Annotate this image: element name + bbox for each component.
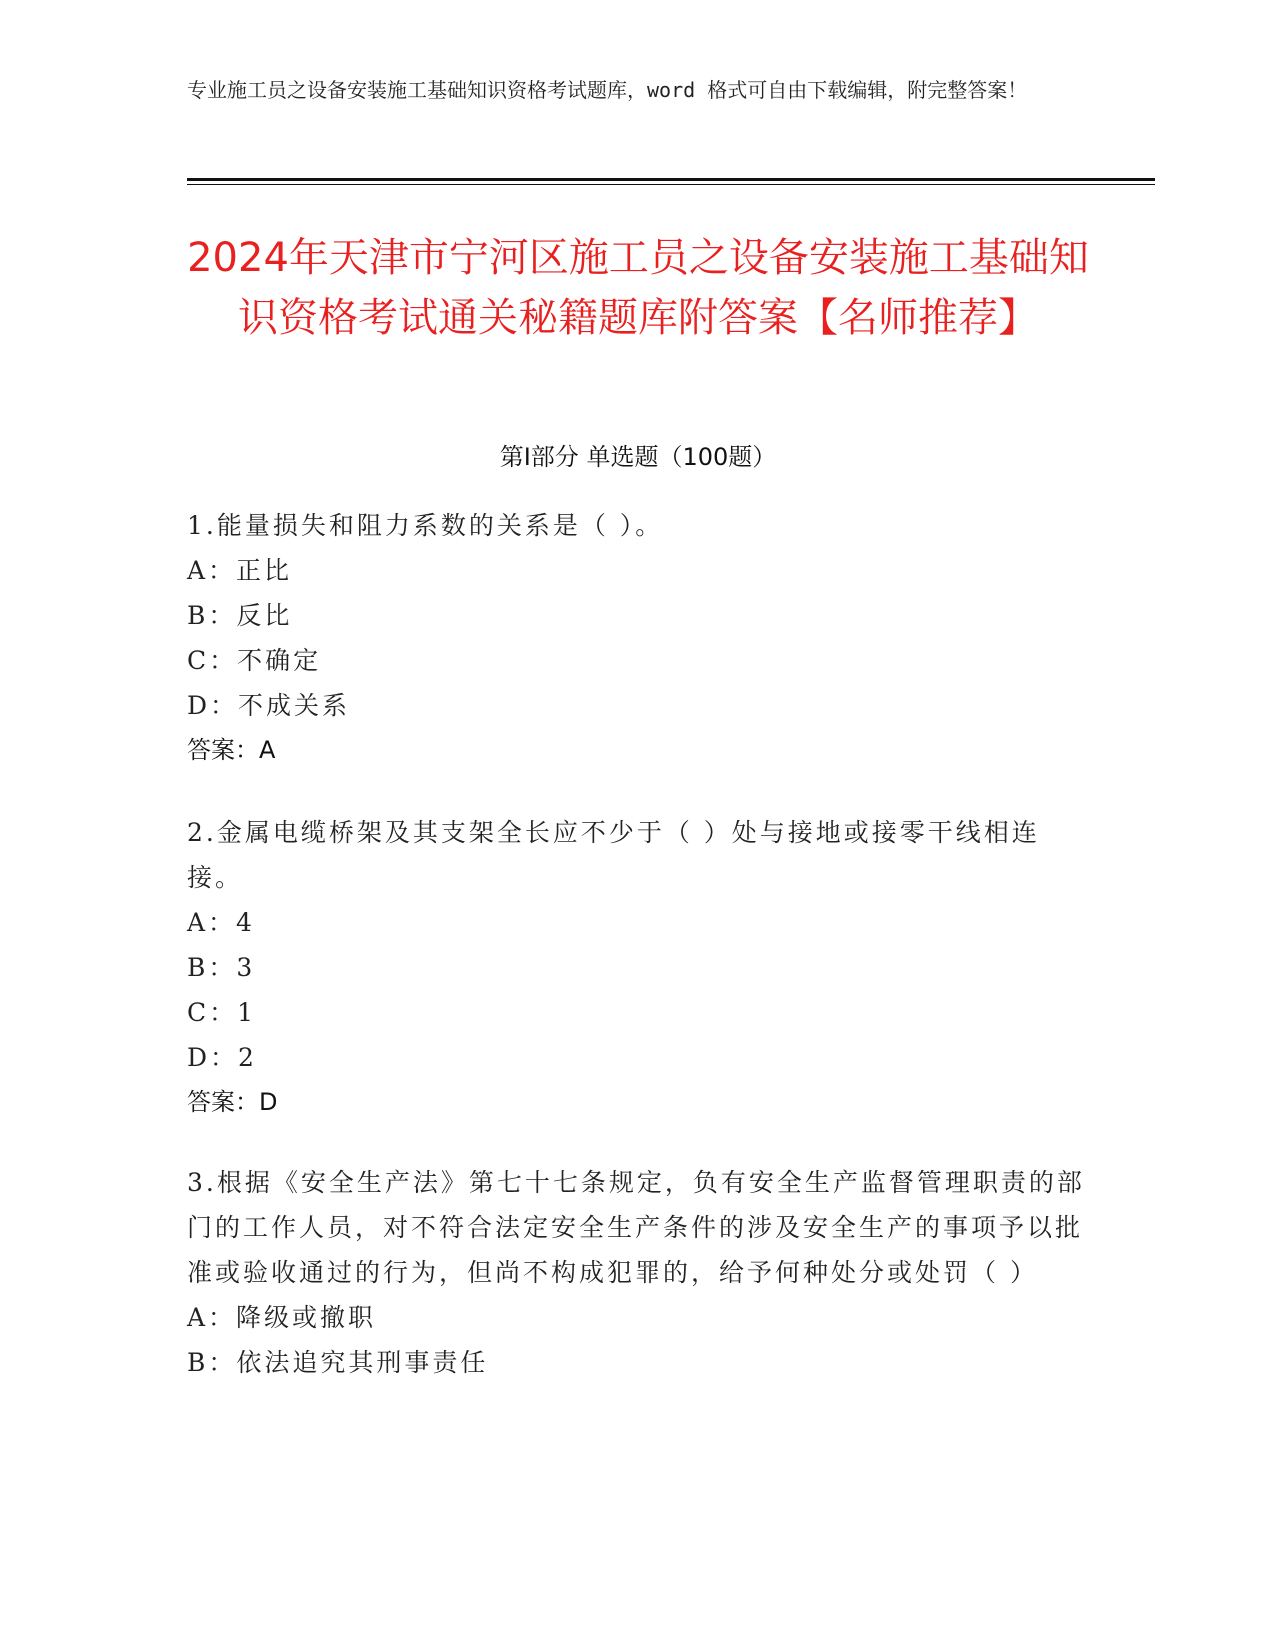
option-a: A：降级或撤职 xyxy=(187,1303,377,1332)
section-heading: 第Ⅰ部分 单选题（100题） xyxy=(499,443,777,471)
option-d: D：2 xyxy=(187,1043,257,1072)
option-d: D：不成关系 xyxy=(187,691,351,720)
header-note: 专业施工员之设备安装施工基础知识资格考试题库，word 格式可自由下载编辑，附完整答案！ xyxy=(187,78,1028,102)
answer: 答案：A xyxy=(187,736,276,764)
option-c: C：不确定 xyxy=(187,646,322,675)
option-b: B：依法追究其刑事责任 xyxy=(187,1348,489,1377)
header-divider-thin xyxy=(187,184,1155,185)
question-stem: 2.金属电缆桥架及其支架全长应不少于（ ）处与接地或接零干线相连接。 xyxy=(187,818,1040,892)
option-c: C：1 xyxy=(187,998,257,1027)
header-divider-thick xyxy=(187,178,1155,181)
question-2 xyxy=(187,810,1087,1125)
option-a: A：正比 xyxy=(187,556,293,585)
question-1 xyxy=(187,503,1087,773)
question-3 xyxy=(187,1160,1087,1385)
option-b: B：反比 xyxy=(187,601,293,630)
question-stem: 3.根据《安全生产法》第七十七条规定，负有安全生产监督管理职责的部门的工作人员，对不符合法定安全生产条件的涉及安全生产的事项予以批准或验收通过的行为，但尚不构成犯罪的，给予何种处分或处罚（ ） xyxy=(187,1168,1085,1287)
option-a: A：4 xyxy=(187,908,255,937)
document-title: 2024年天津市宁河区施工员之设备安装施工基础知识资格考试通关秘籍题库附答案【名师推荐】 xyxy=(187,235,1089,341)
question-stem: 1.能量损失和阻力系数的关系是（ ）。 xyxy=(187,511,664,540)
answer: 答案：D xyxy=(187,1088,278,1116)
option-b: B：3 xyxy=(187,953,256,982)
